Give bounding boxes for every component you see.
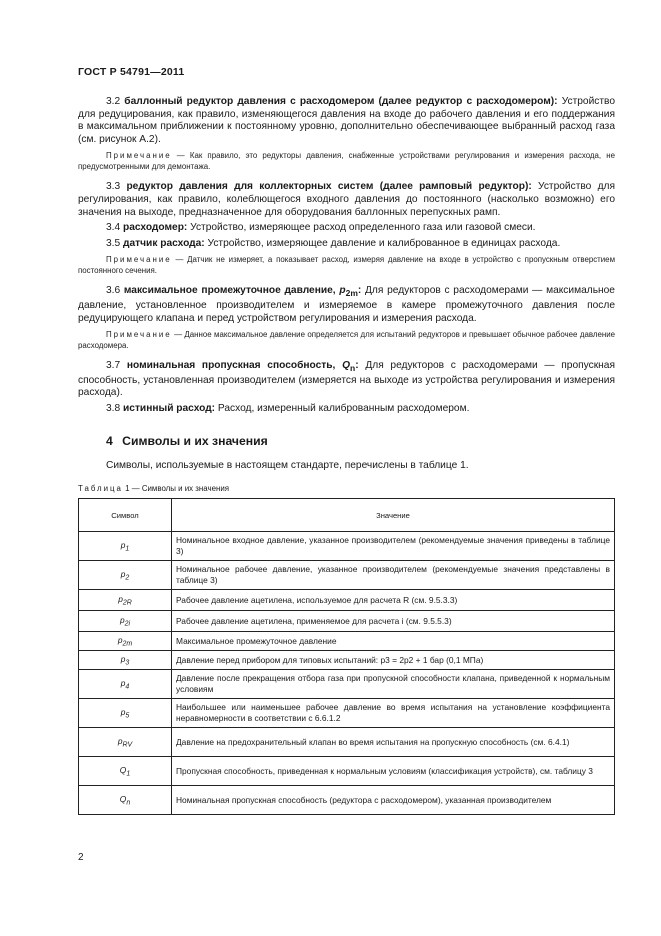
definition-3-5 — [78, 238, 615, 251]
symbol-cell: $p_{2i}$ — [79, 611, 172, 632]
definition-symbol: Q — [342, 360, 351, 372]
table-row — [79, 651, 615, 670]
definition-symbol-subscript: 2m — [345, 288, 358, 299]
definition-text: Устройство, измеряющее давление и калиброванное в единицах расхода. — [207, 237, 561, 249]
section-title: Символы и их значения — [122, 433, 268, 448]
symbol-cell: $p_2$ — [79, 561, 172, 590]
definition-3-3 — [78, 181, 615, 219]
definition-number: 3.2 — [106, 96, 121, 107]
table-row — [79, 590, 615, 611]
definition-number: 3.7 — [106, 360, 121, 372]
section-heading — [106, 434, 615, 448]
definition-term: расходомер: — [123, 222, 188, 234]
table-row — [79, 561, 615, 590]
definition-text: Устройство, измеряющее расход определенного газа или газовой смеси. — [190, 222, 536, 234]
note-text: Данное максимальное давление определяется для испытаний редукторов и превышает обычное рабочее давление расходомера. — [78, 330, 615, 351]
table-header-row — [79, 499, 615, 532]
note-label: Примечание — [106, 255, 172, 265]
table-row — [79, 532, 615, 561]
value-cell: Рабочее давление ацетилена, применяемое для расчета i (см. 9.5.5.3) — [172, 611, 615, 632]
value-cell: Пропускная способность, приведенная к нормальным условиям (классификация устройств), см. таблицу 3 — [172, 757, 615, 786]
definition-3-7: 3.7 номинальная пропускная способность, $Q_n$: Для редукторов с расходомерами — пропускная способность, установленная производителем (измеряется на выходе из устройства регулирования и измерения расхода). — [78, 360, 615, 399]
definition-term: максимальное промежуточное давление, — [123, 285, 336, 297]
definition-3-8 — [78, 403, 615, 416]
definition-text: Устройство для редуцирования, как правило, изменяющегося давления на входе до рабочего давления и его поддержания в максимальном приближении к постоянному уровню, дополнительно обеспечивающее выбранный расход газа (см. рисунок А.2). — [78, 96, 615, 145]
symbol-cell: $p_{2R}$ — [79, 590, 172, 611]
table-row — [79, 757, 615, 786]
table-caption — [78, 484, 615, 493]
definition-term: номинальная пропускная способность, — [126, 360, 336, 372]
symbol-cell: $p_{RV}$ — [79, 728, 172, 757]
value-cell: Номинальное входное давление, указанное производителем (рекомендуемые значения приведены в таблице 3) — [172, 532, 615, 561]
definition-3-2 — [78, 96, 615, 146]
column-header-value: Значение — [172, 499, 615, 532]
value-cell: Рабочее давление ацетилена, используемое для расчета R (см. 9.5.3.3) — [172, 590, 615, 611]
definition-number: 3.6 — [106, 285, 121, 297]
symbols-table — [78, 498, 615, 815]
table-row — [79, 728, 615, 757]
definition-3-6: 3.6 максимальное промежуточное давление, $p_{2m}$: Для редукторов с расходомерами — максимальное давление, установленное производителем и измеряемое в камере промежуточного давления после редуцирующего клапана и перед устройством регулирования и измерения расхода. — [78, 285, 615, 324]
definition-term: баллонный редуктор давления с расходомером (далее редуктор с расходомером): — [124, 96, 558, 107]
section-number: 4 — [106, 433, 113, 448]
definition-number: 3.5 — [106, 237, 121, 249]
value-cell: Давление после прекращения отбора газа при пропускной способности клапана, приведенной к нормальным условиям — [172, 670, 615, 699]
column-header-symbol: Символ — [79, 499, 172, 532]
definition-number: 3.4 — [106, 222, 121, 234]
note-3: Примечание — Данное максимальное давление определяется для испытаний редукторов и превышает обычное рабочее давление расходомера. — [78, 330, 615, 351]
definition-term: датчик расхода: — [123, 237, 205, 249]
table-caption-label: Таблица — [78, 484, 123, 494]
table-row — [79, 699, 615, 728]
table-row — [79, 670, 615, 699]
definition-term: редуктор давления для коллекторных систем (далее рамповый редуктор): — [126, 181, 532, 193]
definition-text: Для редукторов с расходомерами — пропускная способность, установленная производителем (измеряется на выходе из устройства регулирования и измерения расхода). — [78, 360, 615, 399]
value-cell: Номинальное рабочее давление, указанное производителем (рекомендуемые значения представлены в таблице 3) — [172, 561, 615, 590]
table-row — [79, 632, 615, 651]
definition-symbol-subscript: n — [350, 363, 356, 374]
note-text: Датчик не измеряет, а показывает расход, измеряя давление на входе в устройство с пропускным отверстием постоянного сечения. — [78, 255, 615, 276]
definition-3-4 — [78, 222, 615, 235]
main-content — [78, 96, 615, 815]
value-cell: Максимальное промежуточное давление — [172, 632, 615, 651]
definition-term: истинный расход: — [123, 402, 216, 414]
section-intro: Символы, используемые в настоящем стандарте, перечислены в таблице 1. — [106, 459, 469, 471]
symbol-cell: $p_{2m}$ — [79, 632, 172, 651]
symbol-cell: $p_1$ — [79, 532, 172, 561]
symbol-cell: $p_4$ — [79, 670, 172, 699]
note-label: Примечание — [106, 151, 172, 161]
definition-text: Для редукторов с расходомерами — максимальное давление, установленное производителем и измеряемое в камере промежуточного давления после редуцирующего клапана и перед устройством регулирования и измерения расхода. — [78, 285, 615, 324]
note-text: Как правило, это редукторы давления, снабженные устройствами регулирования и измерения расхода, не предусмотренными для демонтажа. — [78, 151, 615, 172]
page-number: 2 — [78, 852, 84, 863]
definition-symbol: p — [339, 285, 346, 297]
symbol-cell: $Q_n$ — [79, 786, 172, 815]
value-cell: Номинальная пропускная способность (редуктора с расходомером), указанная производителем — [172, 786, 615, 815]
note-label: Примечание — [106, 330, 172, 340]
value-cell: Наибольшее или наименьшее рабочее давление во время испытания на установление коэффициента неравномерности в соответствии с 6.6.1.2 — [172, 699, 615, 728]
document-header: ГОСТ Р 54791—2011 — [78, 66, 185, 78]
symbol-cell: $Q_1$ — [79, 757, 172, 786]
note-2: Примечание — Датчик не измеряет, а показывает расход, измеряя давление на входе в устройство с пропускным отверстием постоянного сечения. — [78, 255, 615, 276]
symbol-cell: $p_5$ — [79, 699, 172, 728]
table-caption-text: 1 — Символы и их значения — [125, 484, 230, 494]
definition-number: 3.3 — [106, 181, 121, 193]
note-1: Примечание — Как правило, это редукторы давления, снабженные устройствами регулирования и измерения расхода, не предусмотренными для демонтажа. — [78, 151, 615, 172]
table-row — [79, 786, 615, 815]
definition-text: Устройство для регулирования, как правило, колеблющегося входного давления до постоянного (насколько возможно) его значения на выходе, предназначенное для оборудования баллонных перепускных рамп. — [78, 181, 615, 218]
definition-number: 3.8 — [106, 402, 121, 414]
table-row — [79, 611, 615, 632]
definition-text: Расход, измеренный калиброванным расходомером. — [217, 402, 470, 414]
value-cell: Давление перед прибором для типовых испытаний: p3 = 2p2 + 1 бар (0,1 МПа) — [172, 651, 615, 670]
symbol-cell: $p_3$ — [79, 651, 172, 670]
value-cell: Давление на предохранительный клапан во время испытания на пропускную способность (см. 6.4.1) — [172, 728, 615, 757]
